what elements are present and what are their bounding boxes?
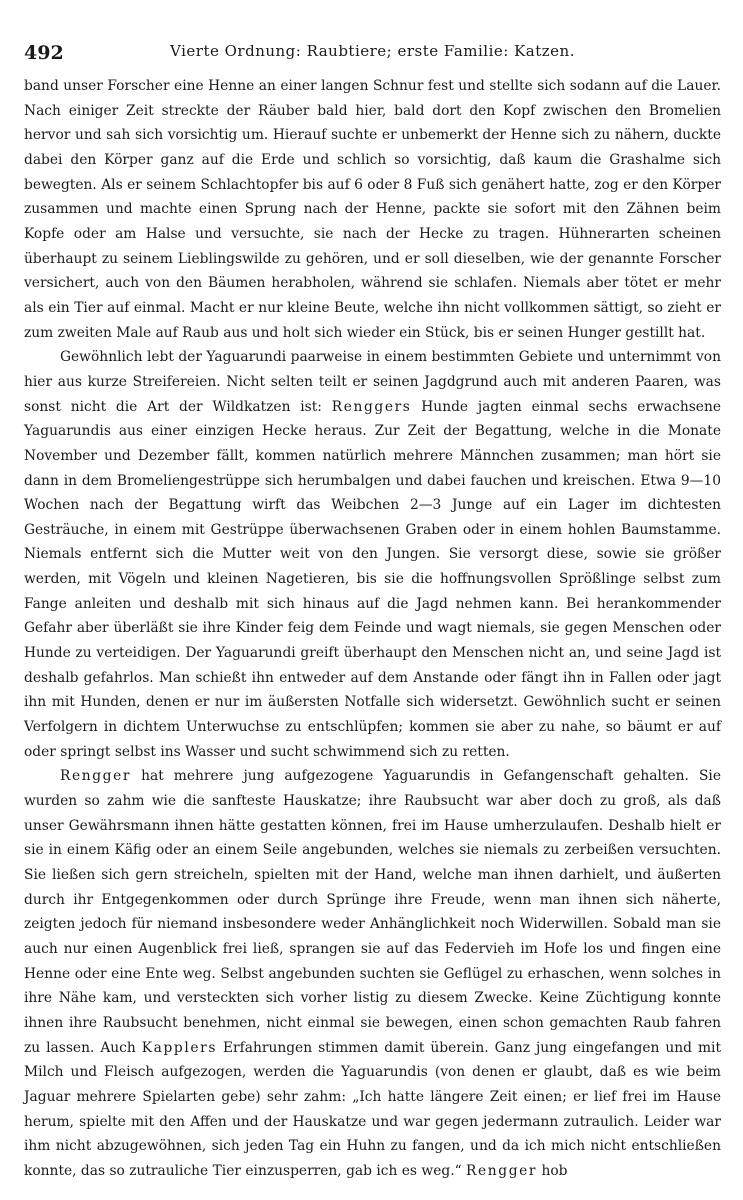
text-segment: band unser Forscher eine Henne an einer langen Schnur fest und stellte sich sodann auf die Lauer. Nach einiger Zeit streckte der Räuber bald hier, bald dort den Kopf zwischen den Bromelien hervor und sah sich vorsichtig um. Hierauf suchte er unbemerkt der Henne sich zu nähern, duckte dabei den Körper ganz auf die Erde und schlich so vorsichtig, daß kaum die Grashalme sich bewegten. Als er seinem Schlachtopfer bis auf 6 oder 8 Fuß sich genähert hatte, zog er den Körper zusammen und machte einen Sprung nach der Henne, packte sie sofort mit den Zähnen beim Kopfe oder am Halse und versuchte, sie nach der Hecke zu tragen. Hühnerarten scheinen überhaupt zu seinem Lieblingswilde zu gehören, und er soll dieselben, wie der genannte Forscher versichert, auch von den Bäumen herabholen, während sie schlafen. Niemals aber tötet er mehr als ein Tier auf einmal. Macht er nur kleine Beute, welche ihn nicht vollkommen sättigt, so zieht er zum zweiten Male auf Raub aus und holt sich wieder ein Stück, bis er seinen Hunger gestillt hat. (24, 78, 721, 341)
body-text (24, 74, 721, 1184)
text-segment: Hunde jagten einmal sechs erwachsene Yaguarundis aus einer einzigen Hecke heraus. Zur Zeit der Begattung, welche in die Monate November und Dezember fällt, kommen natürlich mehrere Männchen zusammen; man hört sie dann in dem Bromeliengestrüppe sich herumbalgen und dabei fauchen und kreischen. Etwa 9—10 Wochen nach der Begattung wirft das Weibchen 2—3 Junge auf ein Lager im dichtesten Gesträuche, in einem mit Gestrüppe überwachsenen Graben oder in einem hohlen Baumstamme. Niemals entfernt sich die Mutter weit von den Jungen. Sie versorgt diese, sowie sie größer werden, mit Vögeln und kleinen Nagetieren, bis sie die hoffnungsvollen Sprößlinge selbst zum Fange anleiten und deshalb mit sich hinaus auf die Jagd nehmen kann. Bei herankommender Gefahr aber überläßt sie ihre Kinder feig dem Feinde und wagt niemals, sie gegen Menschen oder Hunde zu verteidigen. Der Yaguarundi greift überhaupt den Menschen nicht an, und seine Jagd ist deshalb gefahrlos. Man schießt ihn entweder auf dem Anstande oder fängt ihn in Fallen oder jagt ihn mit Hunden, denen er nur im äußersten Notfalle sich widersetzt. Gewöhnlich sucht er seinen Verfolgern in dichtem Unterwuchse zu entschlüpfen; kommen sie aber zu nahe, so bäumt er auf oder springt selbst ins Wasser und sucht schwimmend sich zu retten. (24, 398, 721, 760)
page-header (24, 40, 721, 74)
running-title: Vierte Ordnung: Raubtiere; erste Familie: Katzen. (170, 42, 575, 60)
text-segment: Erfahrungen stimmen damit überein. Ganz jung eingefangen und mit Milch und Fleisch aufgezogen, werden die Yaguarundis (von denen er glaubt, daß es wie beim Jaguar mehrere Spielarten gebe) sehr zahm: „Ich hatte längere Zeit einen; er lief frei im Hause herum, spielte mit den Affen und der Hauskatze und war gegen jedermann zutraulich. Leider war ihm nicht abzugewöhnen, sich jeden Tag ein Huhn zu fangen, und da ich mich nicht entschließen konnte, das so zutrauliche Tier einzusperren, gab ich es weg.“ (24, 1039, 721, 1179)
paragraph-3 (24, 764, 721, 1183)
author-name-rengger: Renggers (331, 398, 412, 415)
paragraph-2 (24, 345, 721, 764)
author-name-rengger: Rengger (466, 1162, 538, 1179)
text-segment: hob (537, 1162, 568, 1179)
author-name-kappler: Kapplers (141, 1039, 217, 1056)
author-name-rengger: Rengger (60, 768, 132, 785)
paragraph-1 (24, 74, 721, 345)
page-number: 492 (24, 42, 64, 64)
text-segment: hat mehrere jung aufgezogene Yaguarundis in Gefangenschaft gehalten. Sie wurden so zahm wie die sanfteste Hauskatze; ihre Raubsucht war aber doch zu groß, als daß unser Gewährsmann ihnen hätte gestatten können, frei im Hause umherzulaufen. Deshalb hielt er sie in einem Käfig oder an einem Seile angebunden, welches sie niemals zu zerbeißen versuchten. Sie ließen sich gern streicheln, spielten mit der Hand, welche man ihnen darhielt, und äußerten durch ihr Entgegenkommen oder durch Sprünge ihre Freude, wenn man ihnen sich näherte, zeigten jedoch für niemand insbesondere weder Anhänglichkeit noch Widerwillen. Sobald man sie auch nur einen Augenblick frei ließ, sprangen sie auf das Federvieh im Hofe los und fingen eine Henne oder eine Ente weg. Selbst angebunden suchten sie Geflügel zu erhaschen, wenn solches in ihre Nähe kam, und versteckten sich vorher listig zu diesem Zwecke. Keine Züchtigung konnte ihnen ihre Raubsucht benehmen, nicht einmal sie bewegen, einen schon gemachten Raub fahren zu lassen. Auch (24, 768, 721, 1056)
text-segment: Gewöhnlich lebt der Yaguarundi paarweise in einem bestimmten Gebiete und unternimmt von hier aus kurze Streifereien. Nicht selten teilt er seinen Jagdgrund auch mit anderen Paaren, was sonst nicht die Art der Wildkatzen ist: (24, 349, 721, 415)
